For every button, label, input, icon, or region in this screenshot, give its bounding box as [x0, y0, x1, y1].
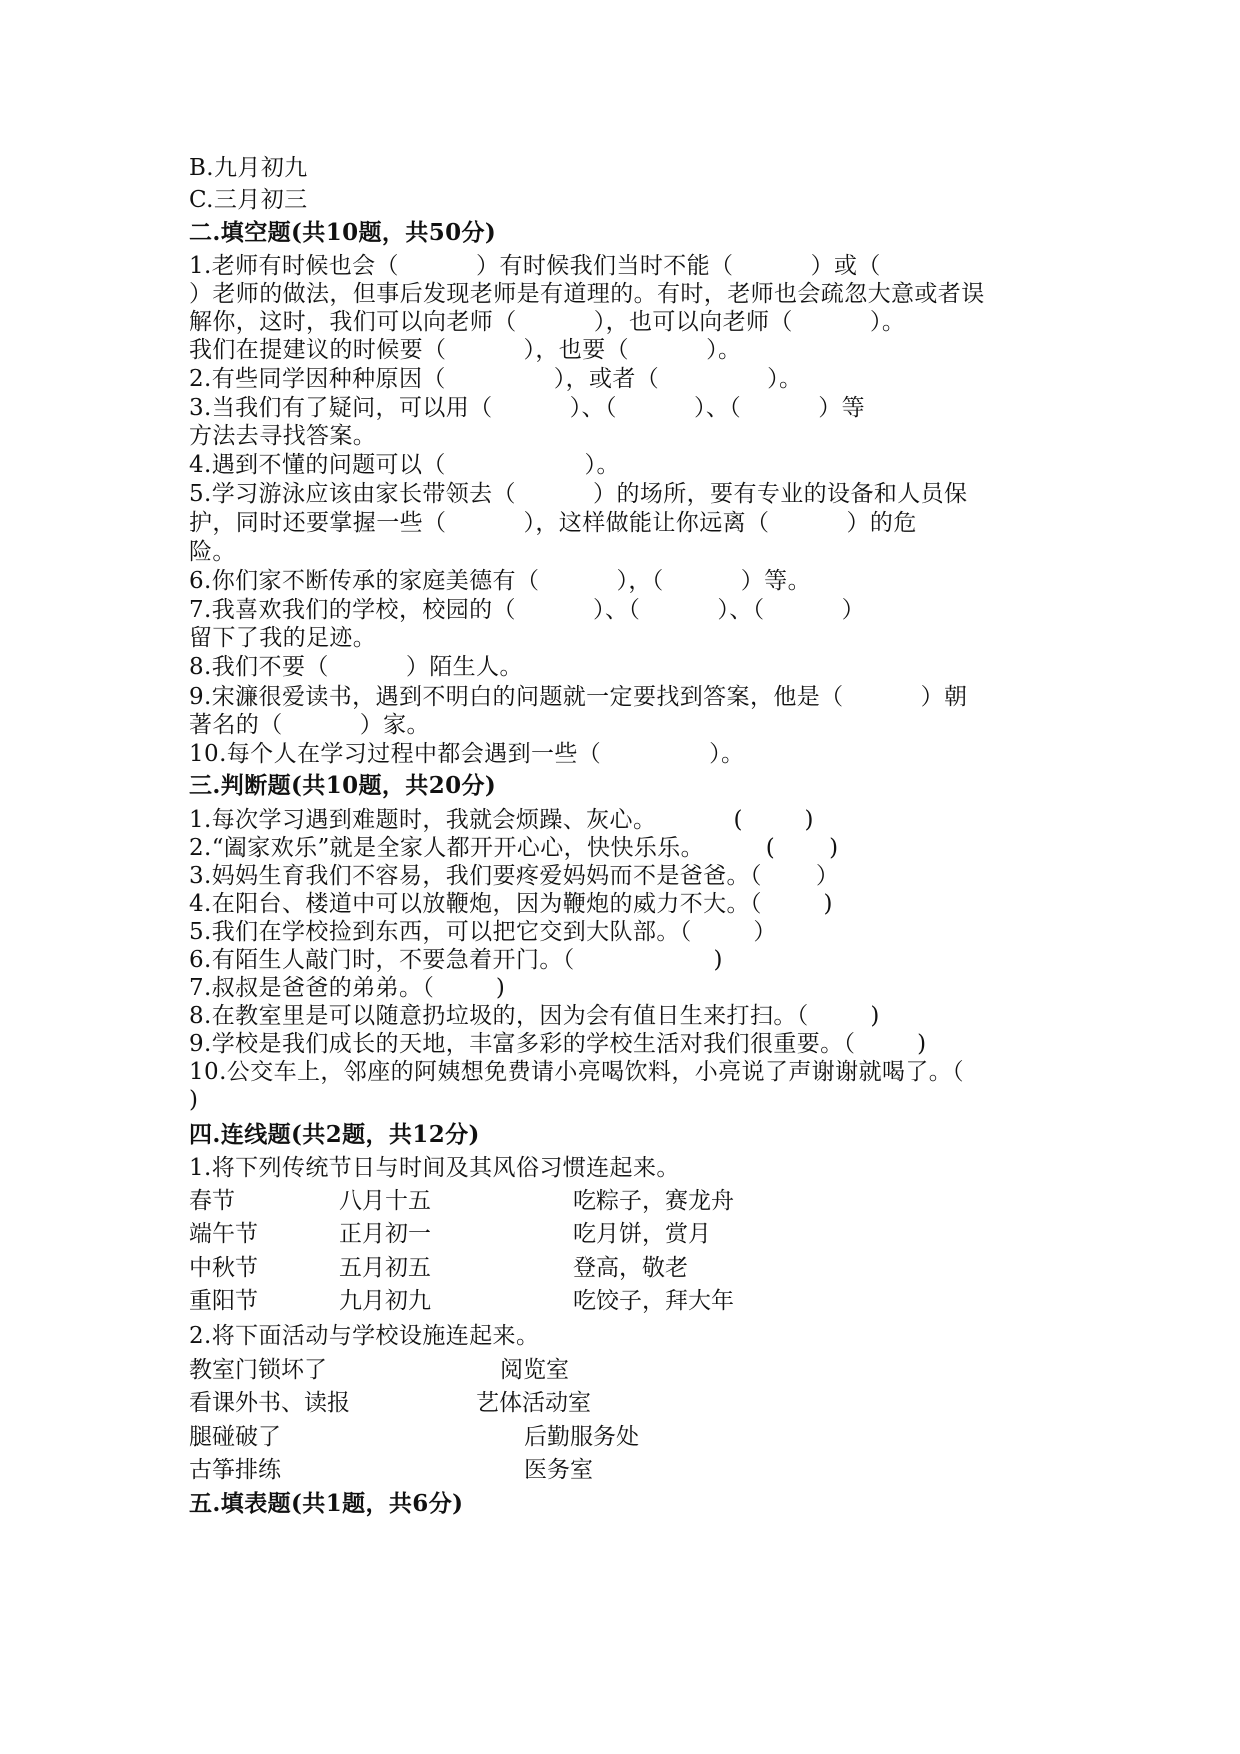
fill-line: 3.当我们有了疑问，可以用（ ）、（ ）、（ ）等 — [189, 395, 866, 421]
facility: 阅览室 — [500, 1357, 569, 1383]
match-prompt-2: 2.将下面活动与学校设施连起来。 — [189, 1323, 540, 1349]
judge-line: 5.我们在学校捡到东西，可以把它交到大队部。（ ） — [189, 919, 777, 945]
section4-title: 四.连线题(共2题，共12分) — [189, 1121, 480, 1148]
option-b: B.九月初九 — [189, 155, 308, 181]
festival-custom: 登高，敬老 — [573, 1255, 688, 1281]
fill-line: 5.学习游泳应该由家长带领去（ ）的场所，要有专业的设备和人员保 — [189, 481, 968, 507]
festival-date: 五月初五 — [339, 1255, 431, 1281]
fill-line: 9.宋濂很爱读书，遇到不明白的问题就一定要找到答案，他是（ ）朝 — [189, 684, 968, 710]
match-prompt-1: 1.将下列传统节日与时间及其风俗习惯连起来。 — [189, 1155, 680, 1181]
option-c: C.三月初三 — [189, 187, 308, 213]
facility: 后勤服务处 — [524, 1424, 639, 1450]
fill-line: 10.每个人在学习过程中都会遇到一些（ ）。 — [189, 741, 745, 767]
festival-custom: 吃饺子，拜大年 — [573, 1288, 734, 1314]
festival: 重阳节 — [189, 1288, 258, 1314]
judge-line: 4.在阳台、楼道中可以放鞭炮，因为鞭炮的威力不大。（ ) — [189, 891, 833, 917]
fill-line: 4.遇到不懂的问题可以（ ）。 — [189, 452, 620, 478]
activity: 腿碰破了 — [189, 1424, 281, 1450]
activity: 看课外书、读报 — [189, 1390, 350, 1416]
festival-date: 九月初九 — [339, 1288, 431, 1314]
fill-line: 2.有些同学因种种原因（ ），或者（ ）。 — [189, 366, 803, 392]
festival-date: 正月初一 — [339, 1221, 431, 1247]
fill-line: 8.我们不要（ ）陌生人。 — [189, 654, 523, 680]
activity: 古筝排练 — [189, 1457, 281, 1483]
festival-date: 八月十五 — [339, 1188, 431, 1214]
festival: 中秋节 — [189, 1255, 258, 1281]
fill-line: 留下了我的足迹。 — [189, 625, 377, 651]
judge-line: 9.学校是我们成长的天地，丰富多彩的学校生活对我们很重要。（ ) — [189, 1031, 927, 1057]
festival: 端午节 — [189, 1221, 258, 1247]
judge-line: ) — [189, 1087, 199, 1113]
fill-line: 著名的（ ）家。 — [189, 712, 430, 738]
judge-line: 2.“阖家欢乐”就是全家人都开开心心，快快乐乐。 ( ) — [189, 835, 839, 861]
judge-line: 3.妈妈生育我们不容易，我们要疼爱妈妈而不是爸爸。（ ） — [189, 863, 840, 889]
fill-line: 险。 — [189, 539, 236, 565]
facility: 艺体活动室 — [476, 1390, 591, 1416]
judge-line: 1.每次学习遇到难题时，我就会烦躁、灰心。 ( ) — [189, 807, 814, 833]
fill-line: 解你，这时，我们可以向老师（ ），也可以向老师（ ）。 — [189, 309, 906, 335]
judge-line: 7.叔叔是爸爸的弟弟。（ ) — [189, 975, 506, 1001]
section2-title: 二.填空题(共10题，共50分) — [189, 219, 497, 246]
section3-title: 三.判断题(共10题，共20分) — [189, 772, 497, 799]
section5-title: 五.填表题(共1题，共6分) — [189, 1490, 464, 1517]
judge-line: 6.有陌生人敲门时，不要急着开门。（ ) — [189, 947, 723, 973]
judge-line: 8.在教室里是可以随意扔垃圾的，因为会有值日生来打扫。（ ) — [189, 1003, 880, 1029]
judge-line: 10.公交车上，邻座的阿姨想免费请小亮喝饮料，小亮说了声谢谢就喝了。（ — [189, 1059, 965, 1085]
fill-line: 7.我喜欢我们的学校，校园的（ ）、（ ）、（ ） — [189, 597, 866, 623]
fill-line: ）老师的做法，但事后发现老师是有道理的。有时，老师也会疏忽大意或者误 — [189, 281, 985, 307]
activity: 教室门锁坏了 — [189, 1357, 327, 1383]
festival-custom: 吃月饼，赏月 — [573, 1221, 711, 1247]
festival: 春节 — [189, 1188, 235, 1214]
facility: 医务室 — [524, 1457, 593, 1483]
fill-line: 我们在提建议的时候要（ ），也要（ ）。 — [189, 337, 742, 363]
fill-line: 1.老师有时候也会（ ）有时候我们当时不能（ ）或（ — [189, 253, 881, 279]
fill-line: 方法去寻找答案。 — [189, 423, 377, 449]
fill-line: 6.你们家不断传承的家庭美德有（ ），（ ）等。 — [189, 568, 811, 594]
fill-line: 护，同时还要掌握一些（ ），这样做能让你远离（ ）的危 — [189, 510, 917, 536]
festival-custom: 吃粽子，赛龙舟 — [573, 1188, 734, 1214]
